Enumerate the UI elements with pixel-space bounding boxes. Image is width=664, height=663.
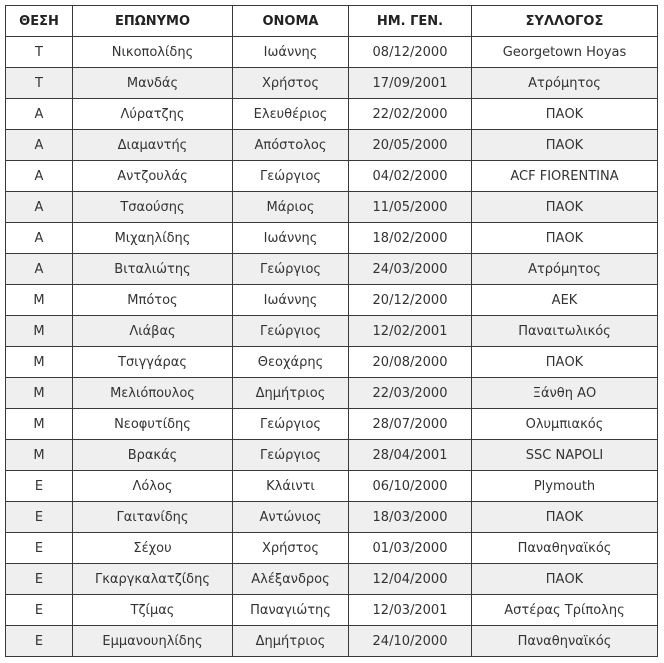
header-position: ΘΕΣΗ <box>6 6 73 37</box>
cell-name: Παναγιώτης <box>233 595 349 626</box>
cell-surname: Μπότος <box>73 285 233 316</box>
table-row <box>6 564 658 595</box>
cell-name: Δημήτριος <box>233 378 349 409</box>
cell-club: Ξάνθη ΑΟ <box>472 378 658 409</box>
table-row <box>6 68 658 99</box>
table-row <box>6 192 658 223</box>
cell-dob: 24/03/2000 <box>349 254 472 285</box>
cell-position: E <box>6 626 73 657</box>
table-row <box>6 254 658 285</box>
table-header <box>6 6 658 37</box>
cell-position: M <box>6 378 73 409</box>
cell-surname: Αντζουλάς <box>73 161 233 192</box>
cell-dob: 17/09/2001 <box>349 68 472 99</box>
cell-dob: 24/10/2000 <box>349 626 472 657</box>
cell-surname: Βιταλιώτης <box>73 254 233 285</box>
cell-name: Χρήστος <box>233 533 349 564</box>
cell-dob: 04/02/2000 <box>349 161 472 192</box>
table-row <box>6 223 658 254</box>
header-name: ΟΝΟΜΑ <box>233 6 349 37</box>
cell-name: Ιωάννης <box>233 37 349 68</box>
cell-name: Γεώργιος <box>233 409 349 440</box>
cell-dob: 20/12/2000 <box>349 285 472 316</box>
cell-dob: 12/03/2001 <box>349 595 472 626</box>
table-row <box>6 161 658 192</box>
cell-position: M <box>6 409 73 440</box>
cell-surname: Γκαργκαλατζίδης <box>73 564 233 595</box>
cell-surname: Νικοπολίδης <box>73 37 233 68</box>
table-row <box>6 378 658 409</box>
header-row <box>6 6 658 37</box>
cell-dob: 22/03/2000 <box>349 378 472 409</box>
cell-surname: Διαμαντής <box>73 130 233 161</box>
table-row <box>6 533 658 564</box>
cell-name: Γεώργιος <box>233 254 349 285</box>
cell-club: Ατρόμητος <box>472 254 658 285</box>
cell-dob: 11/05/2000 <box>349 192 472 223</box>
cell-position: E <box>6 564 73 595</box>
cell-club: SSC NAPOLI <box>472 440 658 471</box>
cell-dob: 01/03/2000 <box>349 533 472 564</box>
cell-name: Γεώργιος <box>233 440 349 471</box>
cell-surname: Μελιόπουλος <box>73 378 233 409</box>
cell-club: ΠΑΟΚ <box>472 502 658 533</box>
cell-surname: Λύρατζης <box>73 99 233 130</box>
table-row <box>6 409 658 440</box>
cell-position: T <box>6 68 73 99</box>
cell-name: Θεοχάρης <box>233 347 349 378</box>
cell-club: Ατρόμητος <box>472 68 658 99</box>
table-row <box>6 595 658 626</box>
cell-position: E <box>6 471 73 502</box>
cell-club: ΠΑΟΚ <box>472 130 658 161</box>
table-row <box>6 130 658 161</box>
cell-surname: Μιχαηλίδης <box>73 223 233 254</box>
table-row <box>6 285 658 316</box>
cell-position: E <box>6 533 73 564</box>
cell-dob: 22/02/2000 <box>349 99 472 130</box>
cell-club: Παναθηναϊκός <box>472 626 658 657</box>
cell-name: Κλάιντι <box>233 471 349 502</box>
cell-club: AEK <box>472 285 658 316</box>
cell-surname: Σέχου <box>73 533 233 564</box>
cell-position: A <box>6 99 73 130</box>
cell-dob: 08/12/2000 <box>349 37 472 68</box>
cell-club: ΠΑΟΚ <box>472 223 658 254</box>
cell-dob: 20/08/2000 <box>349 347 472 378</box>
cell-surname: Γαιτανίδης <box>73 502 233 533</box>
roster-table <box>5 5 658 657</box>
cell-surname: Τζίμας <box>73 595 233 626</box>
table-row <box>6 502 658 533</box>
cell-dob: 12/02/2001 <box>349 316 472 347</box>
table-body <box>6 37 658 657</box>
cell-club: Παναθηναϊκός <box>472 533 658 564</box>
cell-position: T <box>6 37 73 68</box>
table-row <box>6 99 658 130</box>
cell-name: Γεώργιος <box>233 161 349 192</box>
cell-dob: 12/04/2000 <box>349 564 472 595</box>
cell-surname: Τσαούσης <box>73 192 233 223</box>
cell-dob: 18/02/2000 <box>349 223 472 254</box>
cell-dob: 28/07/2000 <box>349 409 472 440</box>
cell-surname: Εμμανουηλίδης <box>73 626 233 657</box>
cell-name: Δημήτριος <box>233 626 349 657</box>
table-row <box>6 471 658 502</box>
cell-position: A <box>6 223 73 254</box>
cell-position: M <box>6 285 73 316</box>
cell-name: Ιωάννης <box>233 223 349 254</box>
cell-club: ΠΑΟΚ <box>472 347 658 378</box>
cell-club: ΠΑΟΚ <box>472 99 658 130</box>
cell-position: E <box>6 595 73 626</box>
header-club: ΣΥΛΛΟΓΟΣ <box>472 6 658 37</box>
cell-name: Ελευθέριος <box>233 99 349 130</box>
cell-surname: Τσιγγάρας <box>73 347 233 378</box>
cell-position: E <box>6 502 73 533</box>
cell-surname: Λιάβας <box>73 316 233 347</box>
cell-club: ΠΑΟΚ <box>472 192 658 223</box>
cell-dob: 28/04/2001 <box>349 440 472 471</box>
cell-club: Plymouth <box>472 471 658 502</box>
cell-position: M <box>6 440 73 471</box>
cell-position: A <box>6 161 73 192</box>
cell-surname: Λόλος <box>73 471 233 502</box>
cell-club: Παναιτωλικός <box>472 316 658 347</box>
table-row <box>6 440 658 471</box>
cell-dob: 06/10/2000 <box>349 471 472 502</box>
table-row <box>6 37 658 68</box>
cell-surname: Νεοφυτίδης <box>73 409 233 440</box>
cell-position: A <box>6 130 73 161</box>
table-row <box>6 347 658 378</box>
table-row <box>6 316 658 347</box>
roster-container <box>5 5 658 657</box>
cell-surname: Μανδάς <box>73 68 233 99</box>
cell-surname: Βρακάς <box>73 440 233 471</box>
header-surname: ΕΠΩΝΥΜΟ <box>73 6 233 37</box>
cell-club: ΠΑΟΚ <box>472 564 658 595</box>
cell-position: M <box>6 316 73 347</box>
cell-name: Γεώργιος <box>233 316 349 347</box>
cell-name: Αλέξανδρος <box>233 564 349 595</box>
cell-name: Απόστολος <box>233 130 349 161</box>
cell-name: Μάριος <box>233 192 349 223</box>
cell-club: ACF FIORENTINA <box>472 161 658 192</box>
cell-name: Αντώνιος <box>233 502 349 533</box>
table-row <box>6 626 658 657</box>
cell-dob: 18/03/2000 <box>349 502 472 533</box>
cell-club: Αστέρας Τρίπολης <box>472 595 658 626</box>
cell-name: Χρήστος <box>233 68 349 99</box>
cell-dob: 20/05/2000 <box>349 130 472 161</box>
header-dob: ΗΜ. ΓΕΝ. <box>349 6 472 37</box>
cell-name: Ιωάννης <box>233 285 349 316</box>
cell-position: A <box>6 254 73 285</box>
cell-club: Ολυμπιακός <box>472 409 658 440</box>
cell-position: A <box>6 192 73 223</box>
cell-club: Georgetown Hoyas <box>472 37 658 68</box>
cell-position: M <box>6 347 73 378</box>
